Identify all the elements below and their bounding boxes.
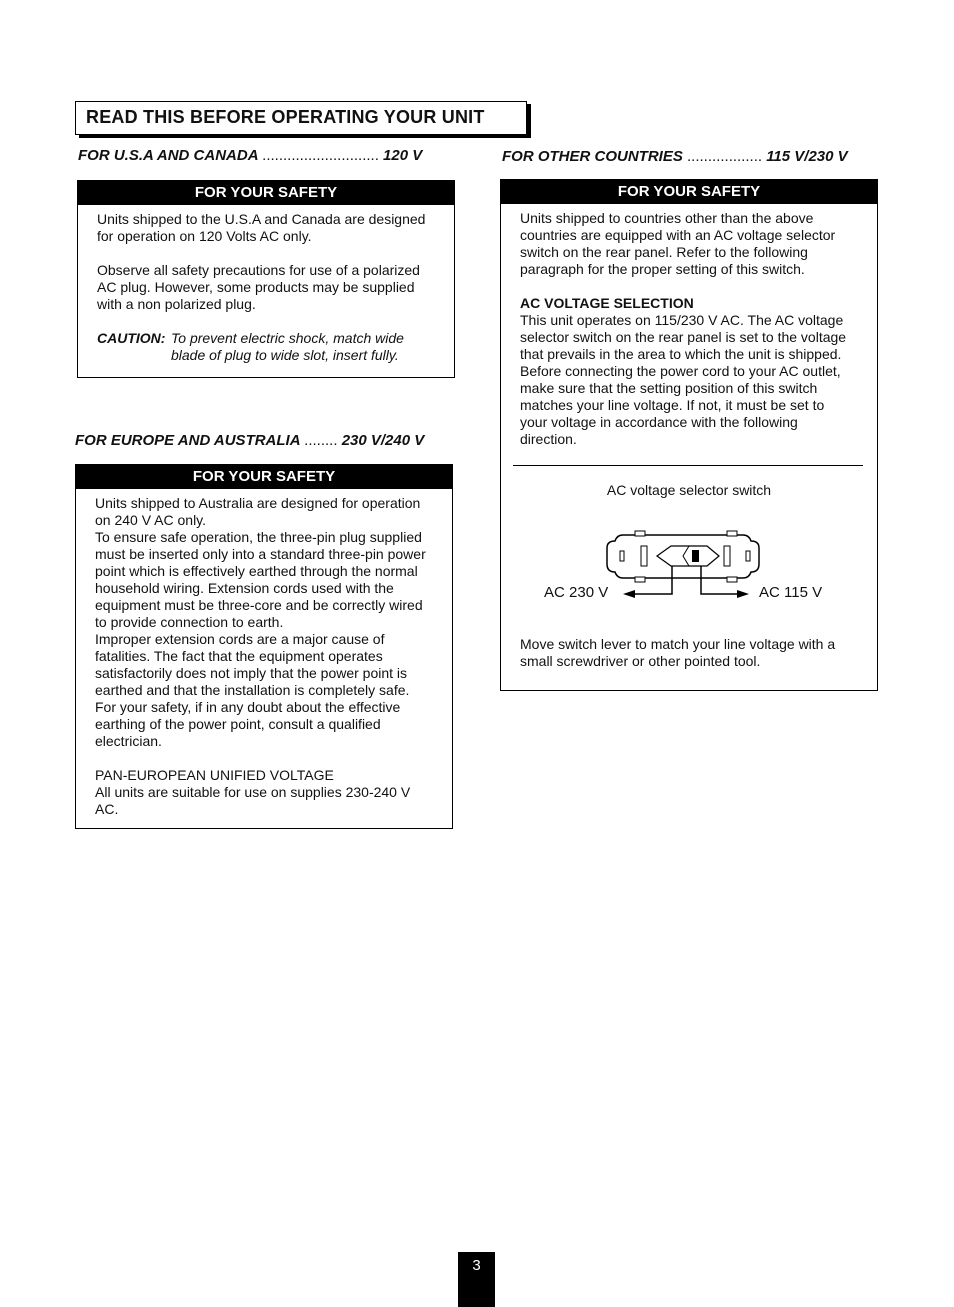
other-para-1: Units shipped to countries other than the above countries are equipped with an AC voltage selector switch on the rear panel. Refer to the following paragraph for the proper setting of this switch. <box>520 210 836 277</box>
europe-voltage: 230 V/240 V <box>341 432 425 449</box>
other-voltage: 115 V/230 V <box>766 148 848 165</box>
usa-safety-panel <box>77 180 455 378</box>
europe-para-2: PAN-EUROPEAN UNIFIED VOLTAGE All units are suitable for use on supplies 230-240 V AC. <box>95 767 411 817</box>
europe-heading-dots: ........ <box>304 432 338 449</box>
usa-para-2: Observe all safety precautions for use of a polarized AC plug. However, some products may be supplied with a non polarized plug. <box>97 262 420 312</box>
caution-text: To prevent electric shock, match wide blade of plug to wide slot, insert fully. <box>171 330 404 363</box>
other-para-3: Move switch lever to match your line voltage with a small screwdriver or other pointed tool. <box>520 636 836 669</box>
usa-heading-dots: ............................ <box>262 147 379 164</box>
ac-voltage-selection-heading: AC VOLTAGE SELECTION <box>520 295 694 311</box>
other-safety-panel <box>500 179 878 691</box>
europe-panel-title: FOR YOUR SAFETY <box>76 465 452 489</box>
usa-panel-title: FOR YOUR SAFETY <box>78 181 454 205</box>
europe-safety-panel <box>75 464 453 829</box>
caution-label: CAUTION: <box>97 330 166 346</box>
ac-115-label: AC 115 V <box>759 584 823 601</box>
usa-para-1: Units shipped to the U.S.A and Canada are designed for operation on 120 Volts AC only. <box>97 211 426 244</box>
europe-para-1: Units shipped to Australia are designed for operation on 240 V AC only. To ensure safe operation, the three-pin plug supplied must be inserted only into a standard three-pin power point which is effectively earthed through the normal household wiring. Extension cords used with the equipment must be three-core and be correctly wired to provide connection to earth. Improper extension cords are a major cause of fatalities. The fact that the equipment operates satisfactorily does not imply that the power point is earthed and that the installation is completely safe. For your safety, if in any doubt about the effective earthing of the power point, consult a qualified electrician. <box>95 495 426 749</box>
voltage-selector-switch-diagram <box>601 522 771 602</box>
other-heading-dots: .................. <box>687 148 763 165</box>
diagram-caption: AC voltage selector switch <box>606 482 772 498</box>
other-panel-title: FOR YOUR SAFETY <box>501 180 877 204</box>
usa-heading-text: FOR U.S.A AND CANADA <box>78 147 258 164</box>
page-title-box <box>75 101 527 135</box>
page-title: READ THIS BEFORE OPERATING YOUR UNIT <box>86 107 485 127</box>
other-para-2: This unit operates on 115/230 V AC. The AC voltage selector switch on the rear panel is set to the voltage that prevails in the area to which the unit is shipped. Before connecting the power cord to your AC outlet, make sure that the setting position of this switch matches your line voltage. If not, it must be set to your voltage in accordance with the following direction. <box>520 312 847 447</box>
europe-heading-text: FOR EUROPE AND AUSTRALIA <box>75 432 300 449</box>
usa-voltage-heading <box>78 147 422 164</box>
usa-voltage: 120 V <box>383 147 423 164</box>
europe-voltage-heading <box>75 432 424 449</box>
other-heading-text: FOR OTHER COUNTRIES <box>502 148 683 165</box>
other-voltage-heading <box>502 148 848 165</box>
ac-230-label: AC 230 V <box>544 584 609 601</box>
divider <box>513 465 863 466</box>
page-number: 3 <box>458 1252 495 1307</box>
